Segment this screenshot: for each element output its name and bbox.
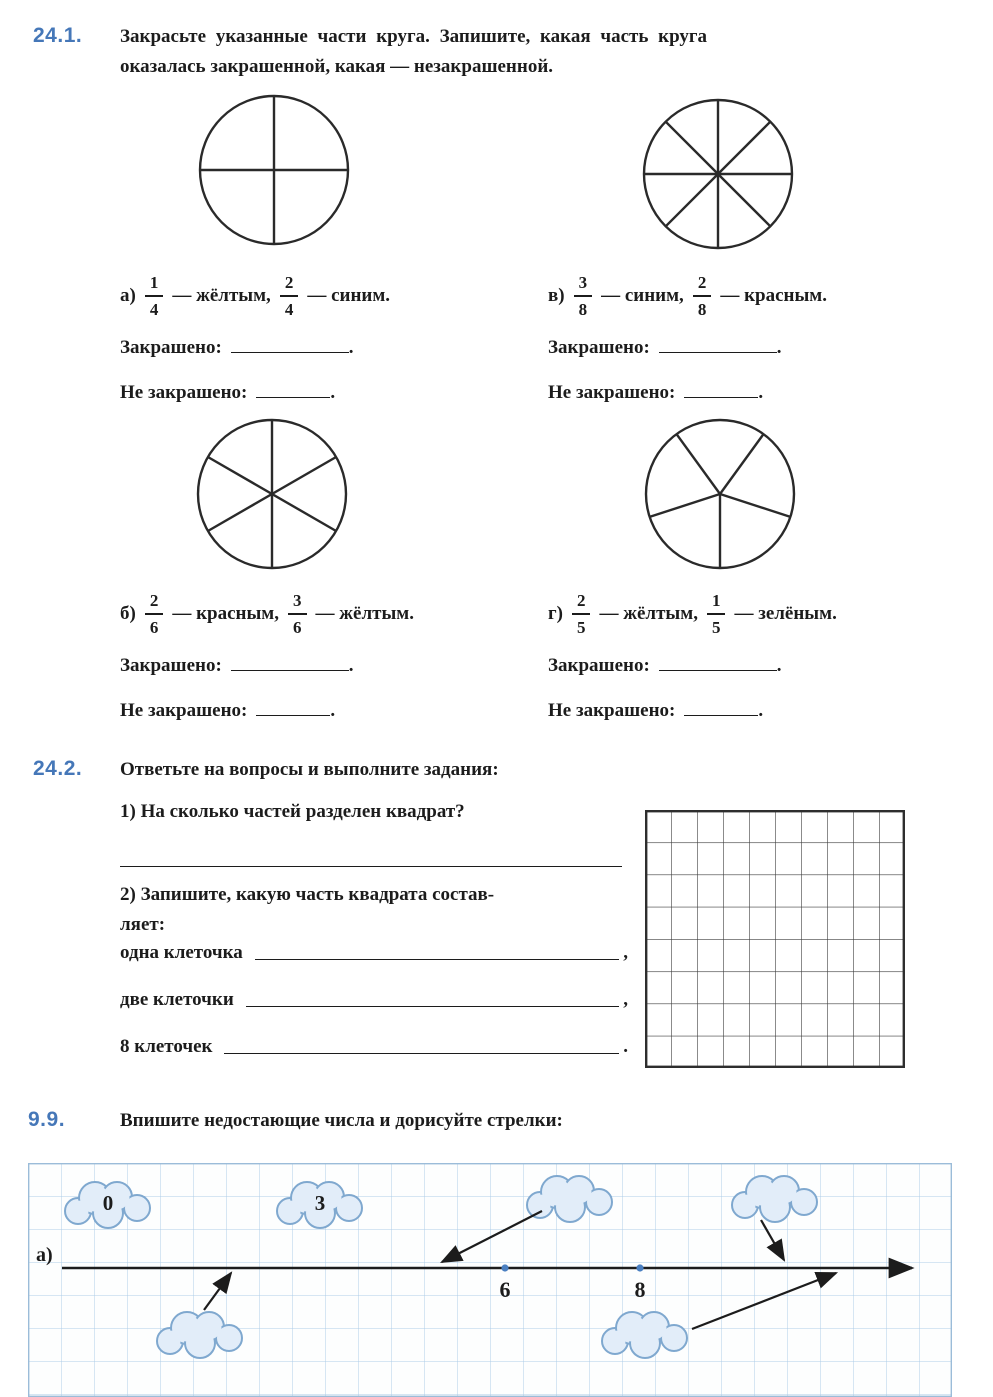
fill-row-label: 8 клеточек (120, 1036, 213, 1057)
filled-answer-row: Закрашено: . (548, 337, 782, 358)
fraction-denominator: 5 (576, 618, 586, 637)
unfilled-answer-row: Не закрашено: . (548, 382, 764, 403)
color-text: — синим, (601, 285, 684, 306)
unfilled-answer-row: Не закрашено: . (120, 700, 336, 721)
color-text: — жёлтым, (172, 285, 271, 306)
unfilled-label: Не закрашено: (120, 382, 248, 403)
circle-6-parts (194, 416, 350, 577)
task-number-9-9: 9.9. (28, 1108, 66, 1131)
color-text: — синим. (307, 285, 391, 306)
fraction-numerator: 2 (572, 592, 591, 615)
cloud-3-value: 3 (314, 1191, 326, 1215)
fill-row-eight-cells: 8 клеточек . (120, 1036, 628, 1057)
filled-answer-row: Закрашено: . (120, 655, 354, 676)
fraction (707, 592, 726, 636)
task-24-1-item-g (548, 588, 948, 742)
unfilled-label: Не закрашено: (548, 700, 676, 721)
color-text: — жёлтым, (599, 603, 698, 624)
color-text: — красным, (172, 603, 279, 624)
fraction-numerator: 3 (288, 592, 307, 615)
answer-blank (659, 339, 777, 353)
answer-blank (684, 702, 758, 716)
task-24-2-question-2 (120, 880, 635, 940)
answer-blank (231, 657, 349, 671)
fraction (574, 274, 593, 318)
unfilled-label: Не закрашено: (120, 700, 248, 721)
fraction-denominator: 8 (578, 300, 588, 319)
filled-label: Закрашено: (120, 655, 222, 676)
question-2-line2: ляет: (120, 914, 166, 935)
task-number-24-2: 24.2. (33, 757, 83, 780)
item-v-instruction (548, 270, 948, 322)
item-label: г) (548, 603, 563, 624)
task-number-24-1: 24.1. (33, 24, 83, 47)
unfilled-label: Не закрашено: (548, 382, 676, 403)
fraction (693, 274, 712, 318)
cloud-0-value: 0 (102, 1191, 114, 1215)
fill-row-label: две клеточки (120, 989, 234, 1010)
number-line-figure (28, 1163, 952, 1397)
fraction-numerator: 2 (280, 274, 299, 297)
answer-blank (231, 339, 349, 353)
question-2-line1: 2) Запишите, какую часть квадрата состав- (120, 884, 495, 905)
unfilled-answer-row: Не закрашено: . (548, 700, 764, 721)
color-text: — жёлтым. (315, 603, 414, 624)
color-text: — зелёным. (734, 603, 837, 624)
fraction-denominator: 6 (149, 618, 159, 637)
grid-square (645, 810, 905, 1073)
fraction-denominator: 4 (149, 300, 159, 319)
color-text: — красным. (720, 285, 827, 306)
fraction-denominator: 5 (711, 618, 721, 637)
filled-answer-row: Закрашено: . (120, 337, 354, 358)
fill-row-label: одна клеточка (120, 942, 243, 963)
point-6-dot (501, 1264, 508, 1271)
fraction-numerator: 2 (145, 592, 164, 615)
fraction (145, 592, 164, 636)
filled-answer-row: Закрашено: . (548, 655, 782, 676)
unfilled-answer-row: Не закрашено: . (120, 382, 336, 403)
task-24-1-item-a (120, 270, 520, 424)
task-24-1-item-v (548, 270, 948, 424)
fraction-numerator: 3 (574, 274, 593, 297)
task-24-2-header: Ответьте на вопросы и выполните задания: (120, 759, 499, 780)
point-6-label: 6 (499, 1277, 511, 1302)
item-label: а) (120, 285, 136, 306)
fraction-numerator: 2 (693, 274, 712, 297)
answer-line (120, 866, 622, 867)
fraction-denominator: 6 (293, 618, 302, 637)
item-g-instruction (548, 588, 948, 640)
answer-blank (255, 959, 619, 960)
answer-blank (224, 1053, 619, 1054)
task-24-1-statement-line1: Закрасьте указанные части круга. Запишите, какая часть круга (120, 26, 708, 47)
fraction-denominator: 8 (697, 300, 707, 319)
fraction-numerator: 1 (145, 274, 164, 297)
filled-label: Закрашено: (548, 337, 650, 358)
task-24-1-statement-line2: оказалась закрашенной, какая — незакрашенной. (120, 56, 554, 77)
point-8-dot (636, 1264, 643, 1271)
fill-row-one-cell: одна клеточка , (120, 942, 628, 963)
circle-4-parts (196, 92, 352, 253)
answer-blank (246, 1006, 619, 1007)
item-label: б) (120, 603, 136, 624)
point-8-label: 8 (634, 1277, 646, 1302)
fraction (572, 592, 591, 636)
item-a-instruction (120, 270, 520, 322)
figure-item-label: а) (36, 1244, 53, 1266)
fraction (145, 274, 164, 318)
answer-blank (256, 384, 330, 398)
fraction (288, 592, 307, 636)
task-24-1-item-b (120, 588, 520, 742)
task-9-9-header: Впишите недостающие числа и дорисуйте стрелки: (120, 1110, 563, 1131)
circle-5-parts (642, 416, 798, 577)
filled-label: Закрашено: (120, 337, 222, 358)
answer-blank (256, 702, 330, 716)
filled-label: Закрашено: (548, 655, 650, 676)
item-label: в) (548, 285, 565, 306)
fill-row-two-cells: две клеточки , (120, 989, 628, 1010)
fraction (280, 274, 299, 318)
fraction-denominator: 4 (284, 300, 294, 319)
task-24-2-question-1: 1) На сколько частей разделен квадрат? (120, 801, 465, 822)
item-b-instruction (120, 588, 520, 640)
circle-8-parts (640, 96, 796, 257)
answer-blank (684, 384, 758, 398)
fraction-numerator: 1 (707, 592, 726, 615)
answer-blank (659, 657, 777, 671)
